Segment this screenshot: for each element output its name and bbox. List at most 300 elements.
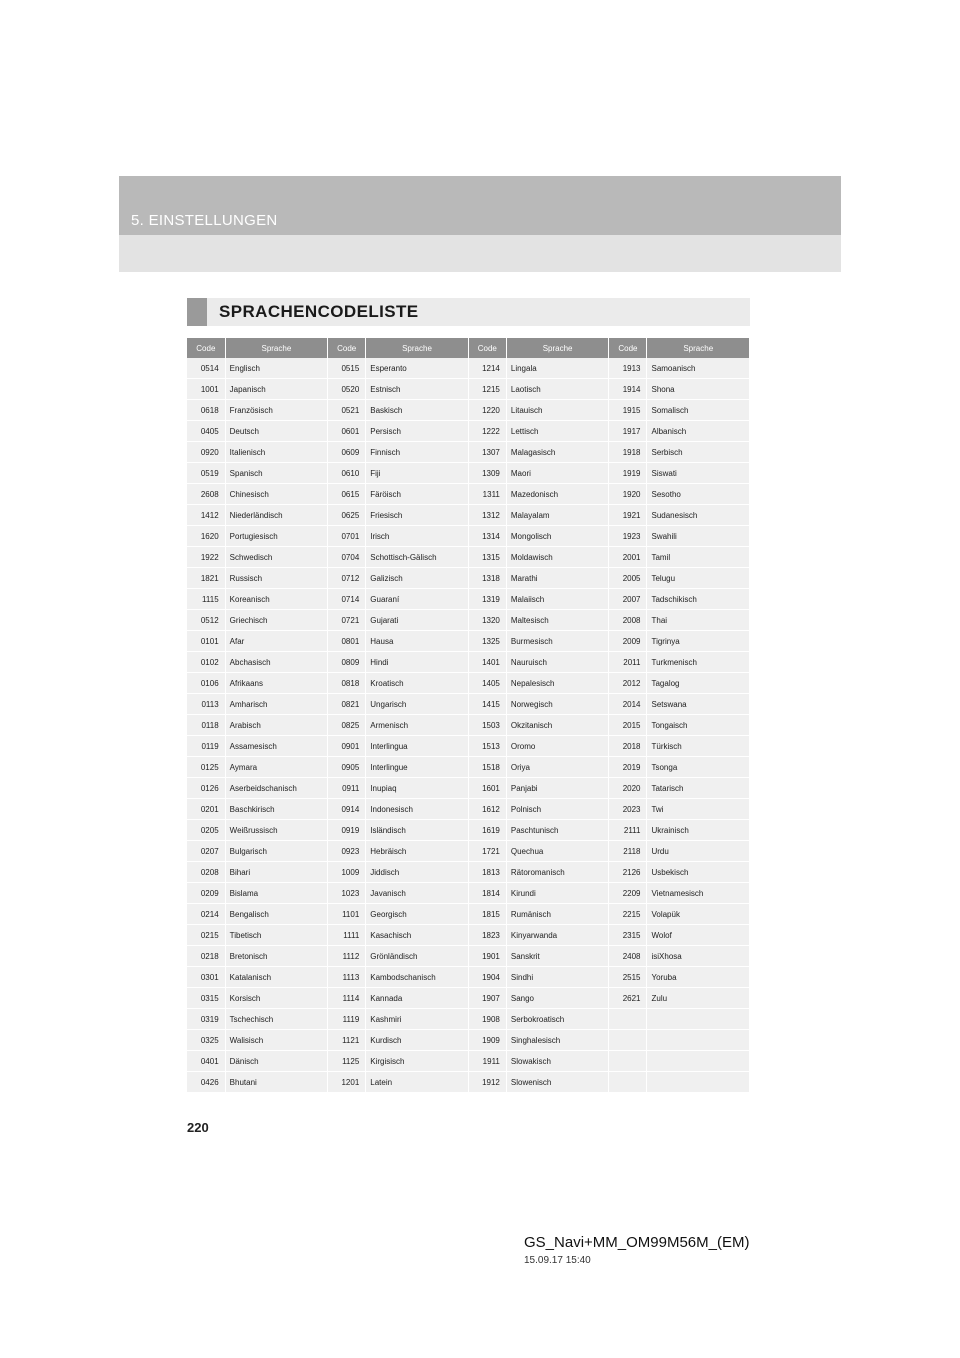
language-code-cell: 1922 (187, 547, 225, 568)
language-name-cell: Aymara (225, 757, 327, 778)
language-code-cell: 0125 (187, 757, 225, 778)
language-name-cell: Yoruba (647, 967, 750, 988)
table-row (187, 778, 750, 799)
language-name-cell: Quechua (506, 841, 608, 862)
language-code-cell: 1814 (468, 883, 506, 904)
language-name-cell: Deutsch (225, 421, 327, 442)
language-name-cell: Russisch (225, 568, 327, 589)
language-name-cell: Irisch (366, 526, 468, 547)
language-name-cell: Kinyarwanda (506, 925, 608, 946)
language-name-cell: Persisch (366, 421, 468, 442)
language-code-cell: 2315 (609, 925, 647, 946)
language-name-cell: Hausa (366, 631, 468, 652)
language-name-cell: Ungarisch (366, 694, 468, 715)
language-code-cell: 1919 (609, 463, 647, 484)
language-name-cell: Kurdisch (366, 1030, 468, 1051)
language-name-cell: Grönländisch (366, 946, 468, 967)
column-header-language: Sprache (366, 338, 468, 358)
language-code-cell: 2215 (609, 904, 647, 925)
language-code-cell: 1119 (328, 1009, 366, 1030)
language-name-cell: Koreanisch (225, 589, 327, 610)
language-code-cell: 0901 (328, 736, 366, 757)
table-row (187, 904, 750, 925)
table-row (187, 757, 750, 778)
language-name-cell: Afrikaans (225, 673, 327, 694)
language-code-cell: 1513 (468, 736, 506, 757)
language-name-cell: Samoanisch (647, 358, 750, 379)
language-name-cell: Malaiisch (506, 589, 608, 610)
language-code-cell: 2008 (609, 610, 647, 631)
language-name-cell: Inupiaq (366, 778, 468, 799)
language-name-cell: Oromo (506, 736, 608, 757)
language-code-cell: 2209 (609, 883, 647, 904)
language-name-cell: Serbokroatisch (506, 1009, 608, 1030)
language-name-cell: Telugu (647, 568, 750, 589)
language-code-cell: 0520 (328, 379, 366, 400)
language-name-cell: Niederländisch (225, 505, 327, 526)
language-code-cell: 1821 (187, 568, 225, 589)
language-name-cell: Estnisch (366, 379, 468, 400)
language-name-cell: Norwegisch (506, 694, 608, 715)
language-name-cell: Griechisch (225, 610, 327, 631)
language-code-cell: 1121 (328, 1030, 366, 1051)
language-name-cell: Tsonga (647, 757, 750, 778)
language-name-cell: Armenisch (366, 715, 468, 736)
section-header (187, 298, 750, 326)
language-code-cell: 1913 (609, 358, 647, 379)
language-code-cell: 1920 (609, 484, 647, 505)
language-name-cell: Kirundi (506, 883, 608, 904)
language-code-cell: 1921 (609, 505, 647, 526)
table-row (187, 967, 750, 988)
language-code-cell: 1318 (468, 568, 506, 589)
language-name-cell: Usbekisch (647, 862, 750, 883)
language-name-cell: Weißrussisch (225, 820, 327, 841)
language-code-cell: 1901 (468, 946, 506, 967)
table-row (187, 799, 750, 820)
language-code-cell: 0215 (187, 925, 225, 946)
table-row (187, 1072, 750, 1093)
language-name-cell (647, 1009, 750, 1030)
language-code-cell: 0519 (187, 463, 225, 484)
language-code-cell: 0126 (187, 778, 225, 799)
language-code-cell: 0919 (328, 820, 366, 841)
language-code-cell: 1518 (468, 757, 506, 778)
language-code-cell: 0818 (328, 673, 366, 694)
language-name-cell: Japanisch (225, 379, 327, 400)
language-name-cell: Mongolisch (506, 526, 608, 547)
language-code-cell: 1908 (468, 1009, 506, 1030)
language-name-cell: Schottisch-Gälisch (366, 547, 468, 568)
language-code-cell: 1914 (609, 379, 647, 400)
language-code-cell: 0920 (187, 442, 225, 463)
language-code-cell: 0905 (328, 757, 366, 778)
language-code-cell: 1201 (328, 1072, 366, 1093)
language-code-cell: 0315 (187, 988, 225, 1009)
language-code-cell: 0405 (187, 421, 225, 442)
language-code-cell: 0201 (187, 799, 225, 820)
table-body (187, 358, 750, 1093)
language-code-cell: 0923 (328, 841, 366, 862)
language-code-cell: 1214 (468, 358, 506, 379)
language-code-cell: 0325 (187, 1030, 225, 1051)
language-code-cell: 0119 (187, 736, 225, 757)
table-row (187, 589, 750, 610)
language-code-cell: 1415 (468, 694, 506, 715)
language-name-cell: Kasachisch (366, 925, 468, 946)
language-name-cell: Baschkirisch (225, 799, 327, 820)
language-name-cell: Siswati (647, 463, 750, 484)
language-code-cell: 0610 (328, 463, 366, 484)
language-code-cell: 2007 (609, 589, 647, 610)
column-header-code: Code (609, 338, 647, 358)
language-name-cell: Finnisch (366, 442, 468, 463)
language-name-cell: Okzitanisch (506, 715, 608, 736)
language-code-cell: 0208 (187, 862, 225, 883)
language-code-cell: 0113 (187, 694, 225, 715)
language-name-cell: Malagasisch (506, 442, 608, 463)
language-code-cell: 1314 (468, 526, 506, 547)
table-row (187, 946, 750, 967)
table-row (187, 673, 750, 694)
table-row (187, 442, 750, 463)
language-name-cell: Schwedisch (225, 547, 327, 568)
language-name-cell: Bislama (225, 883, 327, 904)
language-name-cell: Georgisch (366, 904, 468, 925)
language-name-cell: Somalisch (647, 400, 750, 421)
language-name-cell: Oriya (506, 757, 608, 778)
language-code-cell: 0825 (328, 715, 366, 736)
language-code-cell: 1601 (468, 778, 506, 799)
language-name-cell: Burmesisch (506, 631, 608, 652)
language-name-cell: Mazedonisch (506, 484, 608, 505)
language-name-cell: Hebräisch (366, 841, 468, 862)
language-code-cell: 1612 (468, 799, 506, 820)
language-code-cell: 2126 (609, 862, 647, 883)
language-code-cell: 1001 (187, 379, 225, 400)
language-code-cell: 0911 (328, 778, 366, 799)
language-code-cell: 0214 (187, 904, 225, 925)
table-header-row (187, 338, 750, 358)
language-name-cell: Swahili (647, 526, 750, 547)
language-code-cell: 1918 (609, 442, 647, 463)
language-name-cell: Amharisch (225, 694, 327, 715)
language-code-cell: 0712 (328, 568, 366, 589)
language-name-cell: Ukrainisch (647, 820, 750, 841)
language-name-cell (647, 1072, 750, 1093)
chapter-title: 5. EINSTELLUNGEN (131, 212, 278, 229)
language-name-cell: Lingala (506, 358, 608, 379)
language-code-cell: 0301 (187, 967, 225, 988)
language-code-cell: 0514 (187, 358, 225, 379)
language-name-cell: Guaraní (366, 589, 468, 610)
language-code-cell: 0801 (328, 631, 366, 652)
table-row (187, 988, 750, 1009)
language-code-cell: 1401 (468, 652, 506, 673)
language-code-cell: 0207 (187, 841, 225, 862)
language-name-cell: Abchasisch (225, 652, 327, 673)
language-code-cell: 0205 (187, 820, 225, 841)
language-code-cell: 1721 (468, 841, 506, 862)
language-code-cell: 1113 (328, 967, 366, 988)
language-code-cell: 0821 (328, 694, 366, 715)
language-code-cell: 1620 (187, 526, 225, 547)
table-row (187, 547, 750, 568)
language-code-cell: 1111 (328, 925, 366, 946)
language-name-cell: Chinesisch (225, 484, 327, 505)
language-name-cell: Slowenisch (506, 1072, 608, 1093)
language-code-cell: 0609 (328, 442, 366, 463)
language-code-cell: 1619 (468, 820, 506, 841)
language-code-cell: 1009 (328, 862, 366, 883)
language-code-cell: 1815 (468, 904, 506, 925)
language-code-cell: 1215 (468, 379, 506, 400)
language-name-cell: Bihari (225, 862, 327, 883)
language-code-cell (609, 1072, 647, 1093)
language-name-cell: Bulgarisch (225, 841, 327, 862)
language-name-cell: Tadschikisch (647, 589, 750, 610)
language-name-cell: Turkmenisch (647, 652, 750, 673)
language-code-cell: 2408 (609, 946, 647, 967)
language-name-cell: Rumänisch (506, 904, 608, 925)
language-code-cell: 0615 (328, 484, 366, 505)
language-name-cell: Moldawisch (506, 547, 608, 568)
table-row (187, 463, 750, 484)
language-name-cell: Bretonisch (225, 946, 327, 967)
language-name-cell: Sindhi (506, 967, 608, 988)
language-code-cell: 2020 (609, 778, 647, 799)
document-id: GS_Navi+MM_OM99M56M_(EM) (524, 1234, 750, 1251)
chapter-header-dark-strip (119, 176, 841, 235)
table-row (187, 421, 750, 442)
language-code-cell: 0515 (328, 358, 366, 379)
language-code-cell: 2018 (609, 736, 647, 757)
language-code-cell (609, 1009, 647, 1030)
table-row (187, 694, 750, 715)
language-code-cell: 1309 (468, 463, 506, 484)
column-header-code: Code (468, 338, 506, 358)
language-name-cell: Baskisch (366, 400, 468, 421)
language-code-cell: 0218 (187, 946, 225, 967)
language-name-cell: Assamesisch (225, 736, 327, 757)
language-name-cell: Vietnamesisch (647, 883, 750, 904)
language-name-cell: Tatarisch (647, 778, 750, 799)
language-name-cell: Tongaisch (647, 715, 750, 736)
language-code-cell: 1813 (468, 862, 506, 883)
language-name-cell: Maori (506, 463, 608, 484)
language-code-cell: 0106 (187, 673, 225, 694)
language-name-cell: Setswana (647, 694, 750, 715)
language-code-cell: 0521 (328, 400, 366, 421)
language-name-cell: Marathi (506, 568, 608, 589)
language-name-cell: Interlingua (366, 736, 468, 757)
language-code-cell: 1904 (468, 967, 506, 988)
language-code-cell: 0319 (187, 1009, 225, 1030)
language-name-cell: Tigrinya (647, 631, 750, 652)
language-name-cell: Tagalog (647, 673, 750, 694)
language-name-cell: Isländisch (366, 820, 468, 841)
language-name-cell: Friesisch (366, 505, 468, 526)
chapter-header-band (119, 176, 841, 272)
language-code-cell: 0714 (328, 589, 366, 610)
language-code-cell (609, 1030, 647, 1051)
language-name-cell: Tibetisch (225, 925, 327, 946)
language-code-cell: 1112 (328, 946, 366, 967)
language-code-cell: 1923 (609, 526, 647, 547)
language-code-cell (609, 1051, 647, 1072)
language-name-cell: Twi (647, 799, 750, 820)
language-name-cell: Maltesisch (506, 610, 608, 631)
language-code-cell: 2111 (609, 820, 647, 841)
language-code-cell: 1311 (468, 484, 506, 505)
language-name-cell: Kambodschanisch (366, 967, 468, 988)
language-name-cell: Katalanisch (225, 967, 327, 988)
language-name-cell: isiXhosa (647, 946, 750, 967)
language-name-cell: Bengalisch (225, 904, 327, 925)
language-code-cell: 0704 (328, 547, 366, 568)
language-code-cell: 2118 (609, 841, 647, 862)
language-code-cell: 1023 (328, 883, 366, 904)
language-code-cell: 0401 (187, 1051, 225, 1072)
language-code-cell: 0426 (187, 1072, 225, 1093)
language-name-cell: Polnisch (506, 799, 608, 820)
language-name-cell: Kroatisch (366, 673, 468, 694)
language-name-cell: Sudanesisch (647, 505, 750, 526)
table-row (187, 841, 750, 862)
language-name-cell: Sesotho (647, 484, 750, 505)
language-code-cell: 1823 (468, 925, 506, 946)
table-row (187, 862, 750, 883)
section-title: SPRACHENCODELISTE (219, 302, 419, 321)
page-number: 220 (187, 1120, 209, 1135)
language-name-cell: Gujarati (366, 610, 468, 631)
language-name-cell: Wolof (647, 925, 750, 946)
column-header-code: Code (187, 338, 225, 358)
table-row (187, 1009, 750, 1030)
language-code-cell: 1125 (328, 1051, 366, 1072)
language-code-cell: 0809 (328, 652, 366, 673)
language-code-cell: 1917 (609, 421, 647, 442)
language-name-cell: Slowakisch (506, 1051, 608, 1072)
language-name-cell: Esperanto (366, 358, 468, 379)
language-name-cell: Spanisch (225, 463, 327, 484)
language-code-cell: 1312 (468, 505, 506, 526)
language-code-cell: 0625 (328, 505, 366, 526)
language-code-cell: 0601 (328, 421, 366, 442)
language-name-cell: Bhutani (225, 1072, 327, 1093)
language-code-cell: 1912 (468, 1072, 506, 1093)
language-code-cell: 0914 (328, 799, 366, 820)
language-name-cell: Latein (366, 1072, 468, 1093)
language-name-cell: Malayalam (506, 505, 608, 526)
section-accent-marker (187, 298, 207, 326)
language-name-cell: Zulu (647, 988, 750, 1009)
language-name-cell: Sango (506, 988, 608, 1009)
language-name-cell: Korsisch (225, 988, 327, 1009)
language-name-cell: Lettisch (506, 421, 608, 442)
table-row (187, 358, 750, 379)
table-row (187, 568, 750, 589)
table-row (187, 652, 750, 673)
language-name-cell: Kirgisisch (366, 1051, 468, 1072)
table-row (187, 631, 750, 652)
language-code-cell: 0118 (187, 715, 225, 736)
language-name-cell: Albanisch (647, 421, 750, 442)
language-name-cell: Laotisch (506, 379, 608, 400)
language-name-cell: Arabisch (225, 715, 327, 736)
language-name-cell: Dänisch (225, 1051, 327, 1072)
language-name-cell: Panjabi (506, 778, 608, 799)
language-code-cell: 2011 (609, 652, 647, 673)
language-name-cell: Rätoromanisch (506, 862, 608, 883)
language-name-cell: Urdu (647, 841, 750, 862)
language-name-cell: Shona (647, 379, 750, 400)
language-name-cell: Italienisch (225, 442, 327, 463)
language-code-table (187, 338, 750, 1093)
language-code-cell: 2019 (609, 757, 647, 778)
language-name-cell: Thai (647, 610, 750, 631)
language-code-cell: 0721 (328, 610, 366, 631)
language-code-cell: 1115 (187, 589, 225, 610)
table-row (187, 883, 750, 904)
language-name-cell (647, 1051, 750, 1072)
language-code-cell: 2608 (187, 484, 225, 505)
language-code-cell: 0512 (187, 610, 225, 631)
column-header-language: Sprache (506, 338, 608, 358)
table-row (187, 400, 750, 421)
language-name-cell: Sanskrit (506, 946, 608, 967)
language-code-cell: 0701 (328, 526, 366, 547)
language-name-cell (647, 1030, 750, 1051)
language-code-cell: 2014 (609, 694, 647, 715)
language-code-cell: 2005 (609, 568, 647, 589)
language-code-cell: 1412 (187, 505, 225, 526)
language-name-cell: Tamil (647, 547, 750, 568)
language-code-cell: 2015 (609, 715, 647, 736)
language-name-cell: Nauruisch (506, 652, 608, 673)
language-code-cell: 1911 (468, 1051, 506, 1072)
language-name-cell: Indonesisch (366, 799, 468, 820)
language-name-cell: Tschechisch (225, 1009, 327, 1030)
language-name-cell: Jiddisch (366, 862, 468, 883)
language-code-cell: 1101 (328, 904, 366, 925)
language-name-cell: Englisch (225, 358, 327, 379)
language-code-cell: 1307 (468, 442, 506, 463)
language-name-cell: Portugiesisch (225, 526, 327, 547)
language-code-cell: 2009 (609, 631, 647, 652)
language-code-cell: 1220 (468, 400, 506, 421)
language-code-cell: 2515 (609, 967, 647, 988)
language-name-cell: Afar (225, 631, 327, 652)
language-code-cell: 1909 (468, 1030, 506, 1051)
table-row (187, 1030, 750, 1051)
language-name-cell: Singhalesisch (506, 1030, 608, 1051)
table-row (187, 484, 750, 505)
language-code-cell: 1222 (468, 421, 506, 442)
language-name-cell: Hindi (366, 652, 468, 673)
language-name-cell: Litauisch (506, 400, 608, 421)
column-header-code: Code (328, 338, 366, 358)
language-name-cell: Javanisch (366, 883, 468, 904)
language-code-cell: 1114 (328, 988, 366, 1009)
language-code-cell: 0209 (187, 883, 225, 904)
language-code-cell: 1325 (468, 631, 506, 652)
language-name-cell: Serbisch (647, 442, 750, 463)
language-code-cell: 0618 (187, 400, 225, 421)
language-code-cell: 0101 (187, 631, 225, 652)
language-name-cell: Galizisch (366, 568, 468, 589)
table-row (187, 610, 750, 631)
